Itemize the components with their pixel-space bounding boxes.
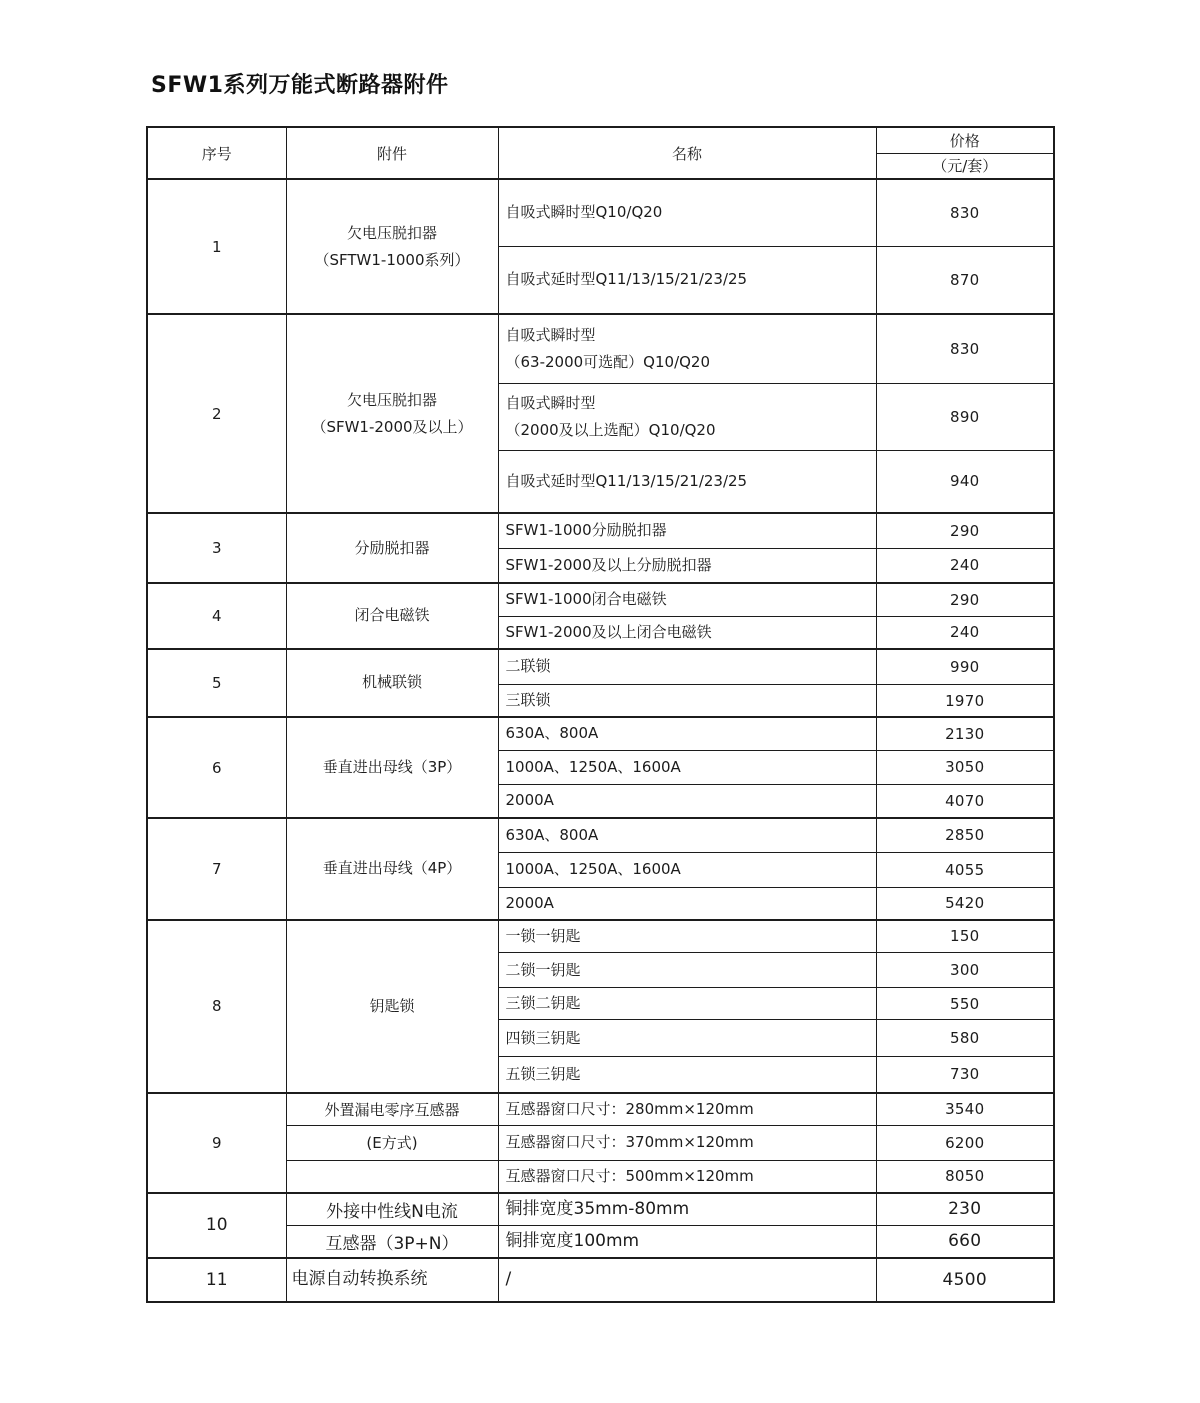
index-cell: 10 <box>147 1193 286 1258</box>
accessory-cell: 外接中性线N电流 <box>286 1193 498 1226</box>
text-line: 互感器窗口尺寸：370mm×120mm <box>505 1133 754 1151</box>
name-cell <box>498 548 876 583</box>
text-line: 三联锁 <box>505 691 551 709</box>
name-cell <box>498 649 876 685</box>
accessory-cell <box>286 1258 498 1302</box>
table-row <box>147 1193 1054 1226</box>
page-title: SFW1系列万能式断路器附件 <box>151 73 449 98</box>
text-line: SFW1-1000分励脱扣器 <box>505 521 667 540</box>
text-line: 二联锁 <box>505 657 551 676</box>
text-line: 三锁二钥匙 <box>505 994 581 1012</box>
price-cell: 240 <box>876 548 1054 583</box>
text-line: 2000A <box>505 893 554 912</box>
index-cell: 8 <box>147 920 286 1093</box>
price-cell: 550 <box>876 988 1054 1020</box>
text-line: （SFTW1-1000系列） <box>314 250 470 269</box>
text-line: 分励脱扣器 <box>354 538 430 557</box>
name-cell <box>498 920 876 953</box>
text-line: （2000及以上选配）Q10/Q20 <box>505 420 716 439</box>
text-line: 1000A、1250A、1600A <box>505 860 681 878</box>
price-cell: 660 <box>876 1225 1054 1258</box>
index-cell: 3 <box>147 513 286 583</box>
table-row <box>147 818 1054 852</box>
text-line: （63-2000可选配）Q10/Q20 <box>505 352 711 371</box>
price-cell: 150 <box>876 920 1054 953</box>
price-cell: 990 <box>876 649 1054 685</box>
name-cell <box>498 685 876 718</box>
price-cell: 300 <box>876 953 1054 988</box>
accessory-cell <box>286 818 498 920</box>
price-cell: 870 <box>876 246 1054 314</box>
table-row <box>147 314 1054 383</box>
name-cell <box>498 750 876 784</box>
index-cell: 1 <box>147 179 286 314</box>
text-line: 1000A、1250A、1600A <box>505 757 681 776</box>
price-cell: 290 <box>876 583 1054 616</box>
price-cell: 890 <box>876 383 1054 450</box>
index-cell: 6 <box>147 717 286 818</box>
table-row <box>147 1093 1054 1126</box>
accessory-cell <box>286 717 498 818</box>
col-header-name: 名称 <box>498 127 876 179</box>
accessory-cell <box>286 583 498 649</box>
text-line: 铜排宽度35mm-80mm <box>505 1198 690 1219</box>
text-line: 自吸式延时型Q11/13/15/21/23/25 <box>505 471 748 490</box>
name-cell <box>498 383 876 450</box>
accessory-cell <box>286 314 498 513</box>
name-cell <box>498 1160 876 1193</box>
text-line: SFW1-2000及以上分励脱扣器 <box>505 555 712 574</box>
accessory-cell <box>286 179 498 314</box>
table-row <box>147 920 1054 953</box>
name-cell <box>498 246 876 314</box>
price-cell: 290 <box>876 513 1054 548</box>
name-cell <box>498 583 876 616</box>
text-line: 欠电压脱扣器 <box>346 223 437 242</box>
text-line: 自吸式瞬时型 <box>505 325 596 344</box>
accessory-cell: (E方式) <box>286 1125 498 1160</box>
text-line: 自吸式延时型Q11/13/15/21/23/25 <box>505 270 748 289</box>
price-cell: 5420 <box>876 887 1054 920</box>
text-line: 四锁三钥匙 <box>505 1028 581 1047</box>
text-line: 机械联锁 <box>361 673 422 692</box>
price-table-body <box>147 179 1054 1302</box>
name-cell <box>498 314 876 383</box>
name-cell <box>498 818 876 852</box>
accessory-cell <box>286 1160 498 1193</box>
price-cell: 830 <box>876 179 1054 246</box>
text-line: SFW1-1000闭合电磁铁 <box>505 590 667 609</box>
name-cell <box>498 953 876 988</box>
price-cell: 1970 <box>876 685 1054 718</box>
accessory-cell <box>286 513 498 583</box>
name-cell <box>498 784 876 818</box>
price-cell: 4500 <box>876 1258 1054 1302</box>
price-cell: 730 <box>876 1057 1054 1093</box>
price-cell: 3540 <box>876 1093 1054 1126</box>
name-cell <box>498 1193 876 1226</box>
text-line: 630A、800A <box>505 825 599 844</box>
text-line: 互感器窗口尺寸：500mm×120mm <box>505 1166 754 1185</box>
text-line: 欠电压脱扣器 <box>346 390 437 409</box>
name-cell <box>498 179 876 246</box>
text-line: / <box>505 1269 512 1289</box>
accessory-cell <box>286 649 498 718</box>
index-cell: 11 <box>147 1258 286 1302</box>
name-cell <box>498 852 876 887</box>
name-cell <box>498 1258 876 1302</box>
name-cell <box>498 616 876 649</box>
text-line: 2000A <box>505 791 554 810</box>
accessory-cell <box>286 920 498 1093</box>
price-cell: 2130 <box>876 717 1054 750</box>
index-cell: 4 <box>147 583 286 649</box>
text-line: 垂直进出母线（3P） <box>322 758 462 776</box>
name-cell <box>498 887 876 920</box>
price-cell: 6200 <box>876 1125 1054 1160</box>
table-row <box>147 1258 1054 1302</box>
index-cell: 5 <box>147 649 286 718</box>
header-row-1 <box>147 127 1054 153</box>
name-cell <box>498 1125 876 1160</box>
price-cell: 4070 <box>876 784 1054 818</box>
text-line: 630A、800A <box>505 724 599 743</box>
text-line: （SFW1-2000及以上） <box>311 417 473 436</box>
text-line: 自吸式瞬时型Q10/Q20 <box>505 203 663 222</box>
price-cell: 4055 <box>876 852 1054 887</box>
index-cell: 7 <box>147 818 286 920</box>
table-row <box>147 717 1054 750</box>
name-cell <box>498 1057 876 1093</box>
text-line: 互感器窗口尺寸：280mm×120mm <box>505 1099 754 1118</box>
text-line: 自吸式瞬时型 <box>505 393 596 412</box>
price-cell: 2850 <box>876 818 1054 852</box>
table-row <box>147 179 1054 246</box>
price-cell: 3050 <box>876 750 1054 784</box>
col-header-accessory: 附件 <box>286 127 498 179</box>
price-cell: 940 <box>876 450 1054 513</box>
text-line: SFW1-2000及以上闭合电磁铁 <box>505 622 712 641</box>
text-line: 钥匙锁 <box>369 996 415 1015</box>
name-cell <box>498 717 876 750</box>
accessory-cell: 互感器（3P+N） <box>286 1225 498 1258</box>
price-cell: 8050 <box>876 1160 1054 1193</box>
col-header-price-unit: （元/套） <box>876 153 1054 179</box>
name-cell <box>498 1093 876 1126</box>
name-cell <box>498 1225 876 1258</box>
table-row <box>147 513 1054 548</box>
name-cell <box>498 513 876 548</box>
price-cell: 230 <box>876 1193 1054 1226</box>
price-cell: 830 <box>876 314 1054 383</box>
name-cell <box>498 1020 876 1057</box>
text-line: 闭合电磁铁 <box>354 606 430 625</box>
text-line: 二锁一钥匙 <box>505 960 581 979</box>
text-line: 垂直进出母线（4P） <box>322 859 462 878</box>
price-cell: 580 <box>876 1020 1054 1057</box>
table-row <box>147 649 1054 685</box>
index-cell: 2 <box>147 314 286 513</box>
col-header-price: 价格 <box>876 127 1054 153</box>
text-line: 一锁一钥匙 <box>505 926 581 945</box>
text-line: 电源自动转换系统 <box>291 1269 428 1289</box>
name-cell <box>498 988 876 1020</box>
price-cell: 240 <box>876 616 1054 649</box>
table-row <box>147 583 1054 616</box>
text-line: 五锁三钥匙 <box>505 1064 581 1083</box>
index-cell: 9 <box>147 1093 286 1193</box>
col-header-index: 序号 <box>147 127 286 179</box>
text-line: 铜排宽度100mm <box>505 1230 640 1251</box>
name-cell <box>498 450 876 513</box>
price-table <box>146 126 1055 1303</box>
accessory-cell: 外置漏电零序互感器 <box>286 1093 498 1126</box>
